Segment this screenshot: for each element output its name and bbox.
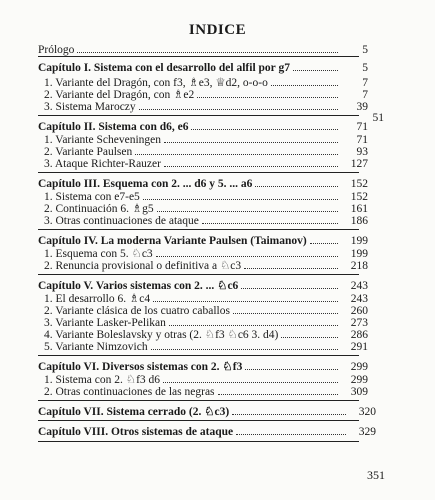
dot-leader <box>244 268 338 269</box>
dot-leader <box>191 129 338 130</box>
dot-leader <box>232 414 346 415</box>
chapter-heading: Capítulo VI. Diversos sistemas con 2. ♘f3 <box>38 361 243 373</box>
dot-leader <box>77 52 338 53</box>
toc-label: 2. Renuncia provisional o definitiva a ♘c3 <box>44 260 242 272</box>
toc-page: 320 <box>358 406 376 418</box>
toc-page: 260 <box>350 305 368 317</box>
toc-chapter-2 <box>38 121 368 134</box>
separator-rule <box>38 56 359 57</box>
toc-subentry <box>38 260 368 273</box>
toc-page: 7 <box>362 77 368 89</box>
toc-page: 5 <box>362 44 368 56</box>
toc-subentry <box>38 215 368 228</box>
dot-leader <box>135 154 338 155</box>
toc-label: 1. Sistema con 2. ♘f3 d6 <box>44 374 161 386</box>
toc-page: 299 <box>350 361 368 373</box>
dot-leader <box>281 337 338 338</box>
dot-leader <box>151 349 338 350</box>
toc-label: 2. Variante clásica de los cuatro caballos <box>44 305 230 317</box>
toc-page: 291 <box>350 341 368 353</box>
dot-leader <box>202 223 338 224</box>
toc-page: 199 <box>350 235 368 247</box>
toc-subentry <box>38 386 368 399</box>
toc-subentry <box>38 341 368 354</box>
toc-label: 2. Continuación 6. ♗g5 <box>44 203 154 215</box>
toc-page: 286 <box>350 329 368 341</box>
separator-rule <box>38 274 359 275</box>
dot-leader <box>153 301 338 302</box>
toc-page: 161 <box>350 203 368 215</box>
dot-leader <box>169 325 338 326</box>
toc-label: 1. El desarrollo 6. ♗c4 <box>44 293 151 305</box>
toc-subentry <box>38 158 368 171</box>
dot-leader <box>164 166 338 167</box>
toc-page: 299 <box>350 374 368 386</box>
toc-page: 309 <box>350 386 368 398</box>
toc-subentry <box>38 101 368 114</box>
chapter-heading: Capítulo I. Sistema con el desarrollo del alfil por g7 <box>38 62 290 74</box>
chapter-heading: Capítulo VII. Sistema cerrado (2. ♘c3) <box>38 406 230 418</box>
toc-label: 3. Otras continuaciones de ataque <box>44 215 199 227</box>
separator-rule <box>38 172 359 173</box>
toc-label: Prólogo <box>38 44 75 56</box>
dot-leader <box>156 256 338 257</box>
dot-leader <box>143 199 338 200</box>
toc-page: 186 <box>350 215 368 227</box>
separator-rule <box>38 441 359 442</box>
page-title: INDICE <box>188 22 247 38</box>
toc-page: 93 <box>356 146 368 158</box>
dot-leader <box>241 288 338 289</box>
toc-page: 218 <box>350 260 368 272</box>
toc-label: 5. Variante Nimzovich <box>44 341 148 353</box>
toc-page: 243 <box>350 293 368 305</box>
separator-rule <box>38 115 359 116</box>
chapter-heading: Capítulo II. Sistema con d6, e6 <box>38 121 189 133</box>
toc-label: 4. Variante Boleslavsky y otras (2. ♘f3 ♘c6 3. d4) <box>44 329 279 341</box>
chapter-heading: Capítulo V. Varios sistemas con 2. ... ♘c6 <box>38 280 239 292</box>
toc-page: 7 <box>362 89 368 101</box>
dot-leader <box>293 70 338 71</box>
toc-label: 1. Variante Scheveningen <box>44 134 161 146</box>
dot-leader <box>236 434 346 435</box>
toc-label: 1. Esquema con 5. ♘c3 <box>44 248 153 260</box>
toc-page: 127 <box>350 158 368 170</box>
toc-chapter-1 <box>38 62 368 75</box>
toc-label: 2. Otras continuaciones de las negras <box>44 386 215 398</box>
toc-label: 3. Variante Lasker-Pelikan <box>44 317 166 329</box>
toc-page: 71 <box>356 121 368 133</box>
toc-page: 71 <box>356 134 368 146</box>
toc-page: 152 <box>350 191 368 203</box>
toc-page: 329 <box>358 426 376 438</box>
dot-leader <box>164 142 338 143</box>
dot-leader <box>139 109 338 110</box>
dot-leader <box>310 243 338 244</box>
dot-leader <box>163 382 338 383</box>
dot-leader <box>157 211 338 212</box>
toc-label: 1. Variante del Dragón, con f3, ♗e3, ♕d2, o-o-o <box>44 77 268 89</box>
dot-leader <box>271 85 338 86</box>
toc-label: 2. Variante Paulsen <box>44 146 133 158</box>
chapter-heading: Capítulo IV. La moderna Variante Paulsen (Taimanov) <box>38 235 307 247</box>
separator-rule <box>38 229 359 230</box>
toc-end-page: 51 <box>372 112 384 124</box>
toc-page: 273 <box>350 317 368 329</box>
toc-chapter-7 <box>38 406 376 419</box>
toc-page: 39 <box>356 101 368 113</box>
toc-page: 152 <box>350 178 368 190</box>
toc-page: 5 <box>362 62 368 74</box>
toc-chapter-6 <box>38 361 368 374</box>
toc-page: 199 <box>350 248 368 260</box>
toc-chapter-4 <box>38 235 368 248</box>
toc-label: 1. Sistema con e7-e5 <box>44 191 140 203</box>
toc-chapter-5 <box>38 280 368 293</box>
chapter-heading: Capítulo III. Esquema con 2. ... d6 y 5. ... a6 <box>38 178 253 190</box>
separator-rule <box>38 355 359 356</box>
dot-leader <box>197 97 338 98</box>
dot-leader <box>255 186 338 187</box>
dot-leader <box>218 394 338 395</box>
toc-chapter-3 <box>38 178 368 191</box>
toc-label: 3. Sistema Maroczy <box>44 101 136 113</box>
separator-rule <box>38 420 359 421</box>
toc-label: 2. Variante del Dragón, con ♗e2 <box>44 89 195 101</box>
dot-leader <box>233 313 338 314</box>
toc-page: 243 <box>350 280 368 292</box>
chapter-heading: Capítulo VIII. Otros sistemas de ataque <box>38 426 234 438</box>
toc-chapter-8 <box>38 426 376 439</box>
page-number: 351 <box>367 468 385 482</box>
toc-label: 3. Ataque Richter-Rauzer <box>44 158 161 170</box>
separator-rule <box>38 400 359 401</box>
dot-leader <box>245 369 338 370</box>
